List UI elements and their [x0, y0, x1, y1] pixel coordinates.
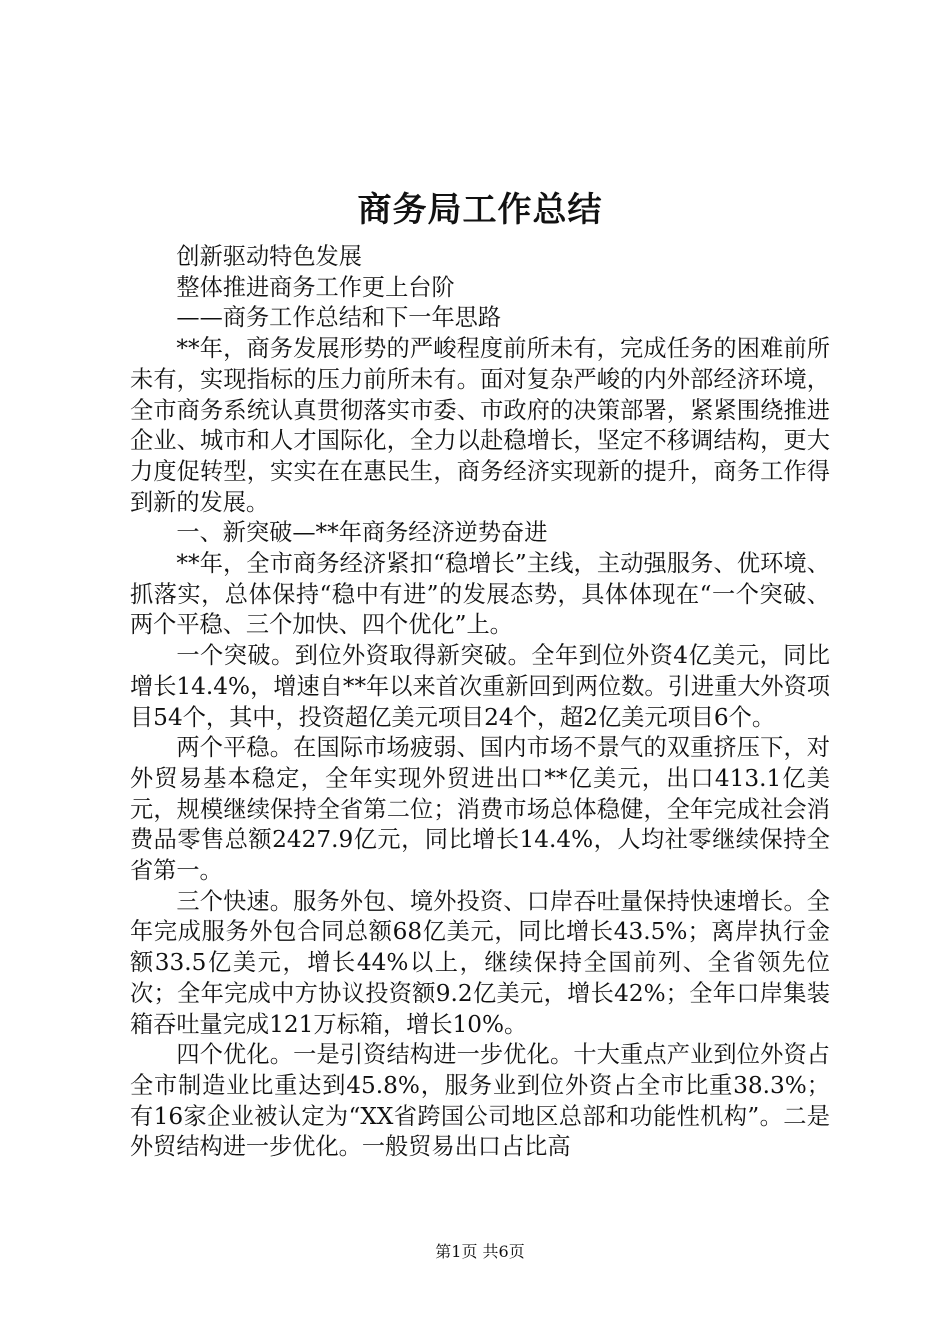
- paragraph-four-optimize: 四个优化。一是引资结构进一步优化。十大重点产业到位外资占全市制造业比重达到45.8%，服务业到位外资占全市比重38.3%；有16家企业被认定为“XX省跨国公司地区总部和功能性机构”。二是外贸结构进一步优化。一般贸易出口占比高: [130, 1041, 830, 1161]
- subtitle-line-3: ——商务工作总结和下一年思路: [176, 304, 502, 332]
- document-body: [130, 242, 830, 1163]
- paragraph-three-fast: 三个快速。服务外包、境外投资、口岸吞吐量保持快速增长。全年完成服务外包合同总额68亿美元，同比增长43.5%；离岸执行金额33.5亿美元，增长44%以上，继续保持全国前列、全省领先位次；全年完成中方协议投资额9.2亿美元，增长42%；全年口岸集装箱吞吐量完成121万标箱，增长10%。: [130, 887, 830, 1038]
- page-footer: 第1页 共6页: [435, 1242, 525, 1261]
- section-heading-1: 一、新突破—**年商务经济逆势奋进: [176, 519, 548, 547]
- document-page: [130, 0, 830, 1344]
- paragraph-one-breakthrough: 一个突破。到位外资取得新突破。全年到位外资4亿美元，同比增长14.4%，增速自**年以来首次重新回到两位数。引进重大外资项目54个，其中，投资超亿美元项目24个，超2亿美元项目6个。: [130, 642, 830, 731]
- paragraph-two-stable: 两个平稳。在国际市场疲弱、国内市场不景气的双重挤压下，对外贸易基本稳定，全年实现外贸进出口**亿美元，出口413.1亿美元，规模继续保持全省第二位；消费市场总体稳健，全年完成社会消费品零售总额2427.9亿元，同比增长14.4%，人均社零继续保持全省第一。: [130, 734, 830, 885]
- subtitle-line-1: 创新驱动特色发展: [176, 243, 362, 270]
- paragraph-intro: **年，商务发展形势的严峻程度前所未有，完成任务的困难前所未有，实现指标的压力前所未有。面对复杂严峻的内外部经济环境，全市商务系统认真贯彻落实市委、市政府的决策部署，紧紧围绕推进企业、城市和人才国际化，全力以赴稳增长，坚定不移调结构，更大力度促转型，实实在在惠民生，商务经济实现新的提升，商务工作得到新的发展。: [130, 335, 830, 516]
- document-title: 商务局工作总结: [357, 190, 603, 230]
- subtitle-line-2: 整体推进商务工作更上台阶: [176, 273, 455, 301]
- paragraph-overview: **年，全市商务经济紧扣“稳增长”主线，主动强服务、优环境、抓落实，总体保持“稳中有进”的发展态势，具体体现在“一个突破、两个平稳、三个加快、四个优化”上。: [130, 550, 830, 639]
